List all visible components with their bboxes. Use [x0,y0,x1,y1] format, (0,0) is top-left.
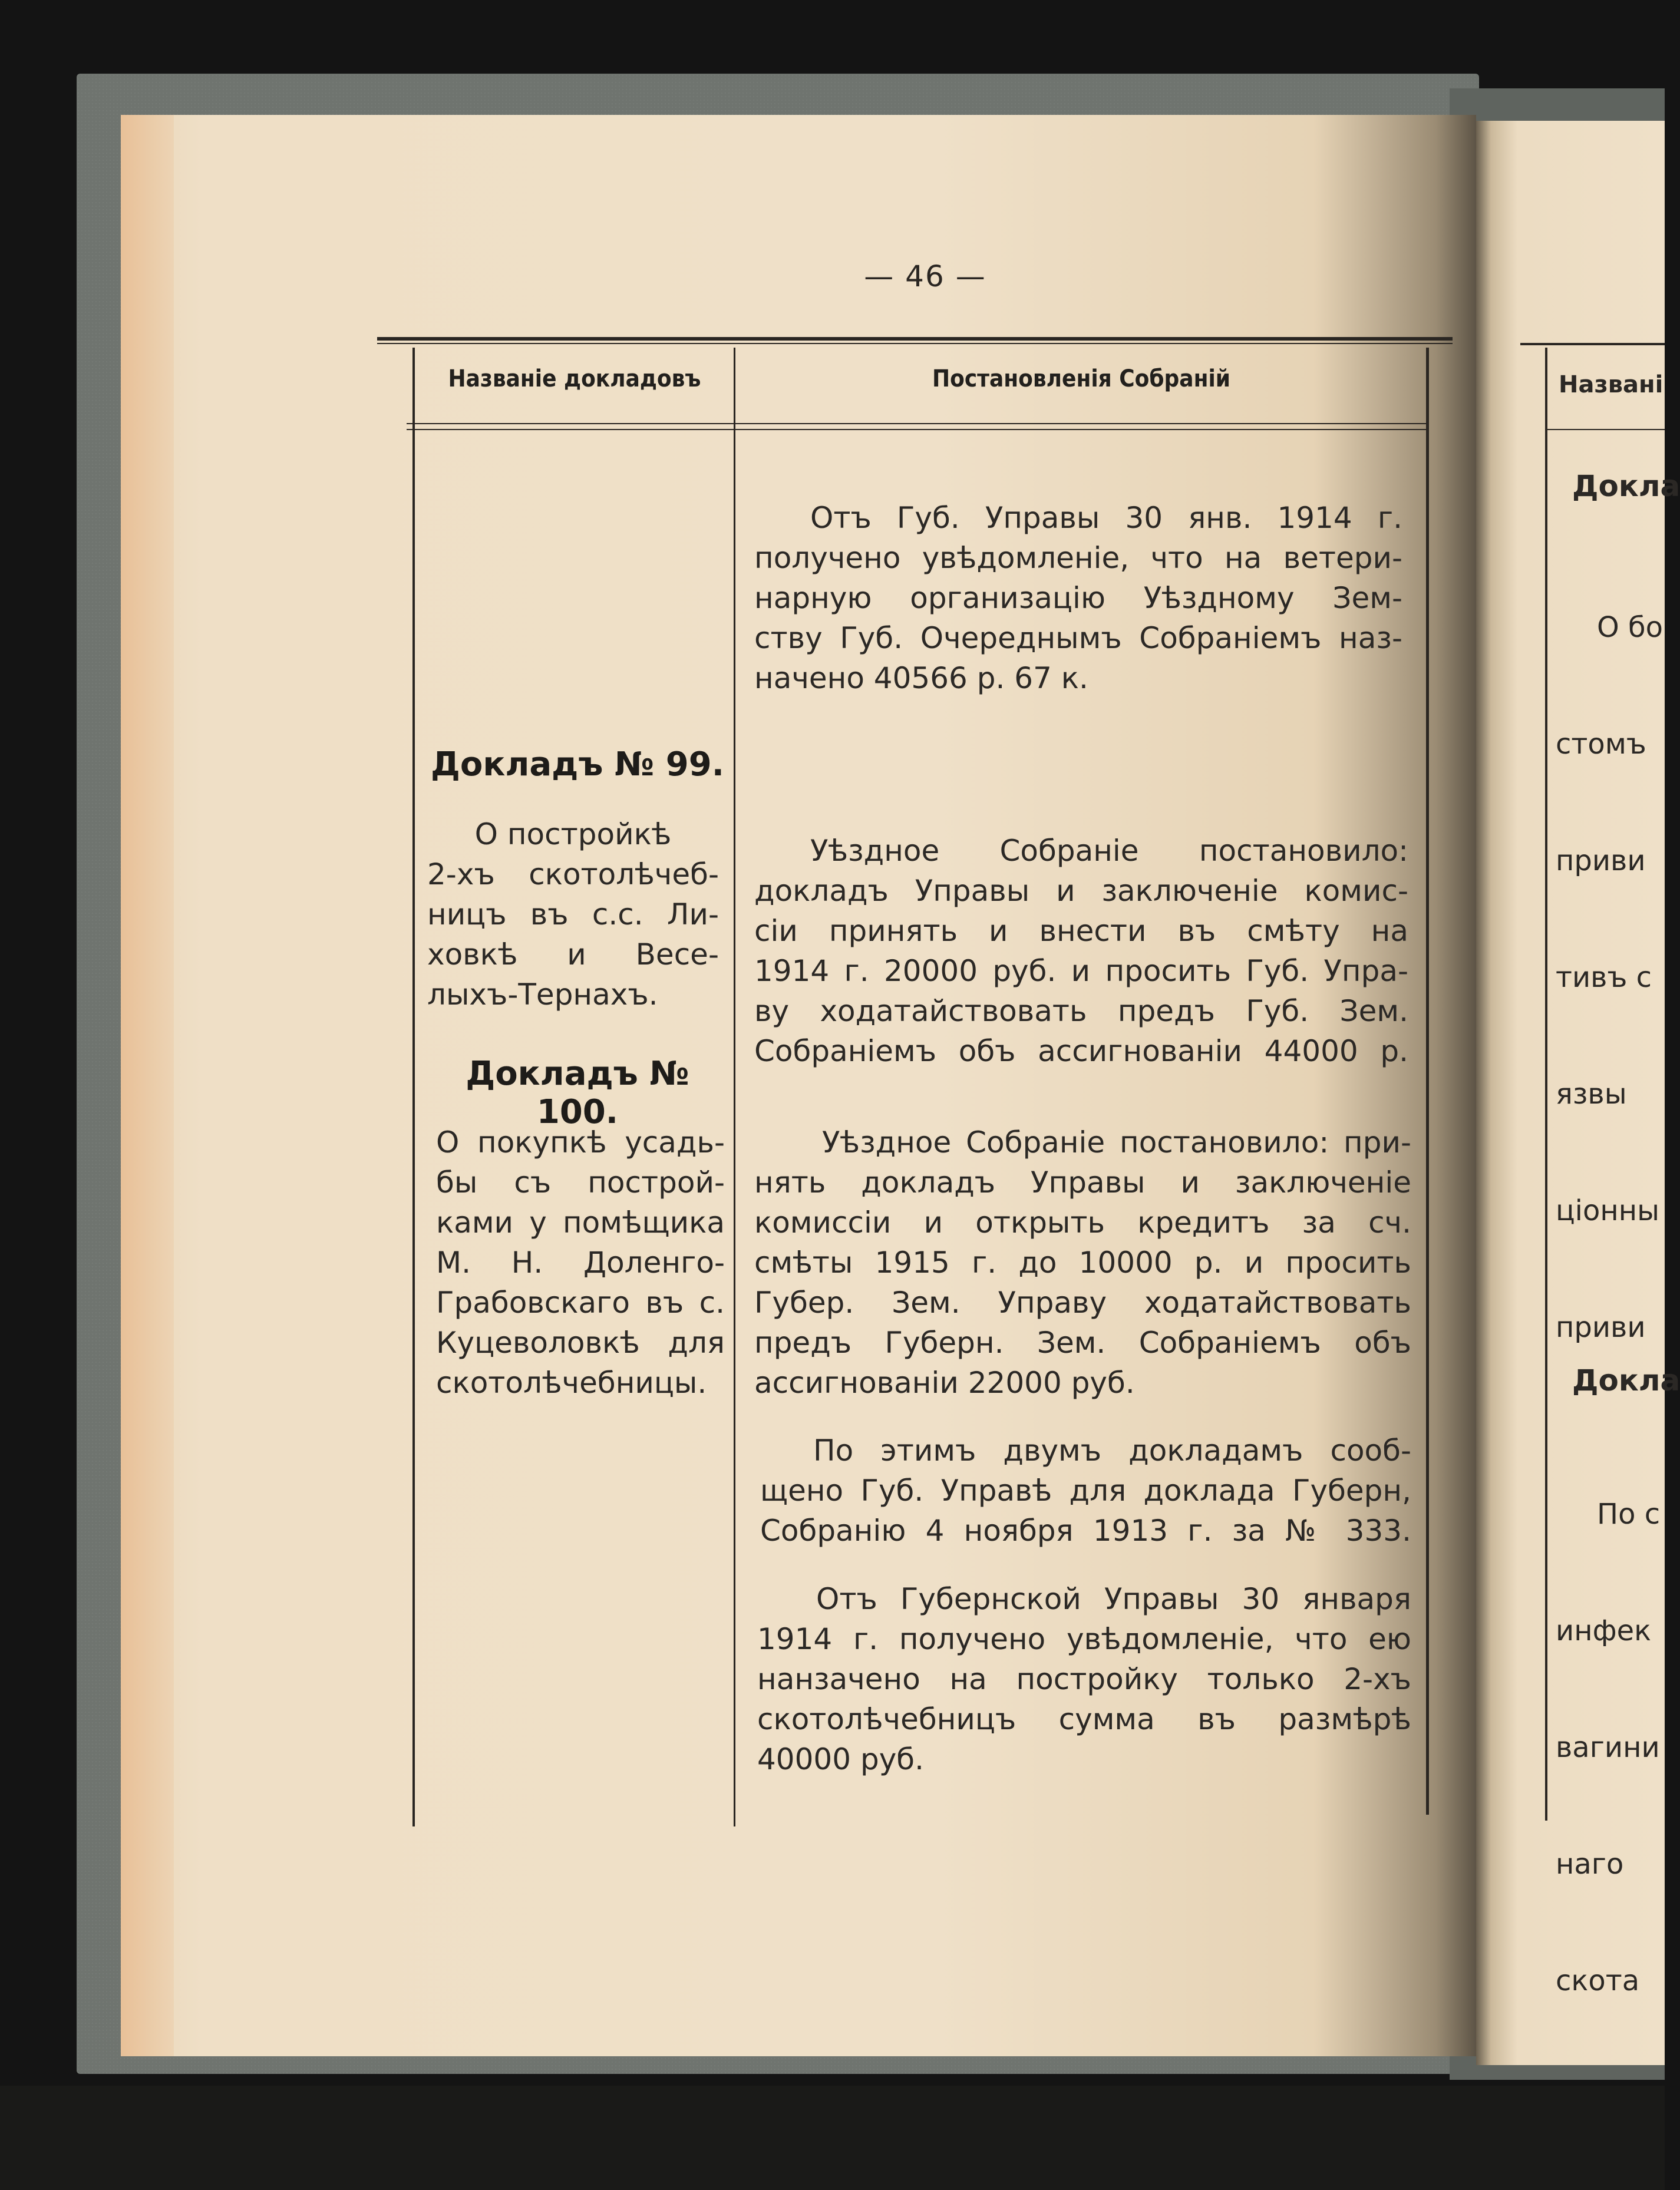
resolution-paragraph [754,831,1408,1071]
facing-page-left-border [1545,348,1547,1821]
text-line: сіи принять и внести въ смѣту на [754,914,1408,948]
column-header-resolutions: Постановленія Собраній [932,365,1230,392]
text-line: начено 40566 р. 67 к. [754,661,1088,695]
left-page-edge [121,115,174,2056]
text-line: ками у помѣщика [436,1205,725,1240]
text-line: получено увѣдомленіе, что на ветери- [754,541,1402,575]
header-bottom-rule [407,423,1429,424]
text-line: бы съ построй- [436,1165,725,1200]
text-line: наго [1556,1848,1624,1881]
column-header-reports: Названіе докладовъ [448,365,701,392]
text-line: 1914 г. 20000 руб. и просить Губ. Упра- [754,954,1408,988]
facing-page-text [1556,1417,1665,2039]
text-line: комиссіи и открыть кредитъ за сч. [754,1205,1411,1240]
resolution-paragraph [754,498,1402,698]
text-line: Уѣздное Собраніе постановило: при- [822,1125,1411,1160]
report-description [427,814,719,1015]
text-line: Грабовскаго въ с. [436,1286,725,1320]
table-right-border [1426,348,1429,1815]
text-line: М. Н. Доленго- [436,1246,725,1280]
facing-page-top-rule [1520,343,1665,345]
facing-page-report-title: Докла [1572,1363,1680,1398]
text-line: Куцеволовкѣ для [436,1326,725,1360]
text-line: ціонны [1556,1194,1660,1227]
text-line: О постройкѣ [474,817,672,851]
text-line: скотолѣчебницъ сумма въ размѣрѣ [757,1702,1411,1736]
text-line: Отъ Губернской Управы 30 января [816,1582,1411,1616]
facing-page-header: Названі [1559,371,1664,398]
resolution-paragraph [754,1122,1411,1403]
text-line: язвы [1556,1078,1627,1111]
text-line: предъ Губерн. Зем. Собраніемъ объ [754,1326,1411,1360]
resolution-paragraph [760,1431,1411,1551]
text-line: тивъ с [1556,961,1652,994]
facing-page-report-title: Докла [1572,469,1680,503]
background-bottom [0,2086,1665,2190]
text-line: смѣты 1915 г. до 10000 р. и просить [754,1246,1411,1280]
text-line: ву ходатайствовать предъ Губ. Зем. [754,994,1408,1028]
text-line: лыхъ-Тернахъ. [427,977,658,1012]
text-line: Отъ Губ. Управы 30 янв. 1914 г. [810,501,1402,535]
text-line: Губер. Зем. Управу ходатайствовать [754,1286,1411,1320]
table-top-rule [377,337,1453,341]
text-line: 1914 г. получено увѣдомленіе, что ею [757,1622,1411,1656]
text-line: ховкѣ и Весе- [427,937,719,972]
text-line: приви [1556,1311,1646,1344]
text-line: О бо [1597,611,1664,644]
text-line: нять докладъ Управы и заключеніе [754,1165,1411,1200]
text-line: Собраніемъ объ ассигнованіи 44000 р. [754,1034,1408,1068]
resolution-paragraph [757,1579,1411,1779]
report-title: Докладъ № 99. [430,745,725,784]
text-line: скотолѣчебницы. [436,1366,707,1400]
text-line: ству Губ. Очереднымъ Собраніемъ наз- [754,621,1402,655]
text-line: нарную организацію Уѣздному Зем- [754,581,1402,615]
report-title: Докладъ № 100. [466,1055,689,1131]
text-line: ницъ въ с.с. Ли- [427,897,719,932]
text-line: ассигнованіи 22000 руб. [754,1366,1135,1400]
text-line: 2-хъ скотолѣчеб- [427,857,719,891]
text-line: По с [1597,1498,1661,1531]
table-top-rule-thin [377,343,1453,344]
text-line: скота [1556,1964,1640,1997]
text-line: Собранію 4 ноября 1913 г. за № 333. [760,1514,1411,1548]
text-line: докладъ Управы и заключеніе комис- [754,874,1408,908]
facing-page-header-rule [1547,429,1665,430]
text-line: вагини [1556,1731,1660,1764]
page-number: — 46 — [864,259,986,293]
header-bottom-rule-2 [407,429,1429,430]
text-line: нанзачено на постройку только 2-хъ [757,1662,1411,1696]
facing-page-text [1556,530,1665,1386]
text-line: щено Губ. Управѣ для доклада Губерн, [760,1474,1411,1508]
text-line: стомъ [1556,728,1646,761]
text-line: О покупкѣ усадь- [436,1125,725,1160]
column-divider [734,348,735,1826]
table-left-border [412,348,415,1826]
report-description [436,1122,725,1403]
text-line: инфек [1556,1614,1652,1647]
text-line: 40000 руб. [757,1742,925,1776]
text-line: Уѣздное Собраніе постановило: [810,834,1408,868]
text-line: По этимъ двумъ докладамъ сооб- [813,1433,1411,1468]
text-line: приви [1556,844,1646,877]
